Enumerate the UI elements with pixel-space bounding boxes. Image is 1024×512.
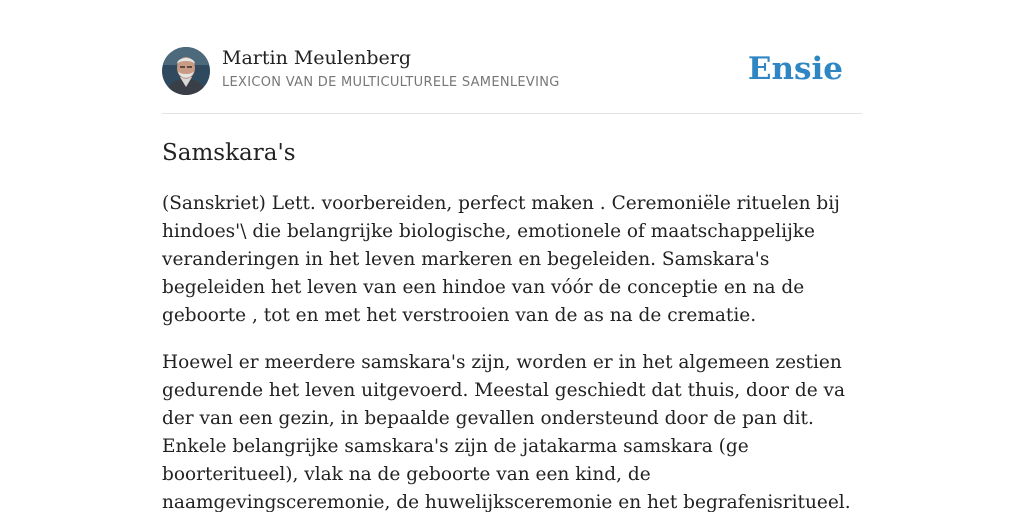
publication-name[interactable]: LEXICON VAN DE MULTICULTURELE SAMENLEVING <box>222 75 560 90</box>
author-photo-icon <box>162 47 210 95</box>
header-divider <box>162 113 862 114</box>
article-title: Samskara's <box>162 140 296 166</box>
ensie-logo[interactable]: Ensie <box>747 51 843 87</box>
article-header <box>162 46 862 96</box>
article-paragraph: (Sanskriet) Lett. voorbereiden, perfect maken . Ceremoniële rituelen bij hindoes'\ die belangrijke biologische, emotionele of maatschappelijke veranderingen in het leven markeren en begeleiden. Samskara's begeleiden het leven van een hindoe van vóór de conceptie en na de geboorte , tot en met het verstrooien van de as na de crematie. <box>162 193 840 326</box>
author-avatar[interactable] <box>162 47 210 95</box>
author-name[interactable]: Martin Meulenberg <box>222 47 411 69</box>
article-paragraph: Hoewel er meerdere samskara's zijn, worden er in het algemeen zestien gedurende het leven uitgevoerd. Meestal geschiedt dat thuis, door de va der van een gezin, in bepaalde gevallen ondersteund door de pan dit. Enkele belangrijke samskara's zijn de jatakarma samskara (ge boorteritueel), vlak na de geboorte van een kind, de naamgevingsceremonie, de huwelijksceremonie en het begrafenisritueel. <box>162 352 851 512</box>
article-body <box>162 190 864 512</box>
